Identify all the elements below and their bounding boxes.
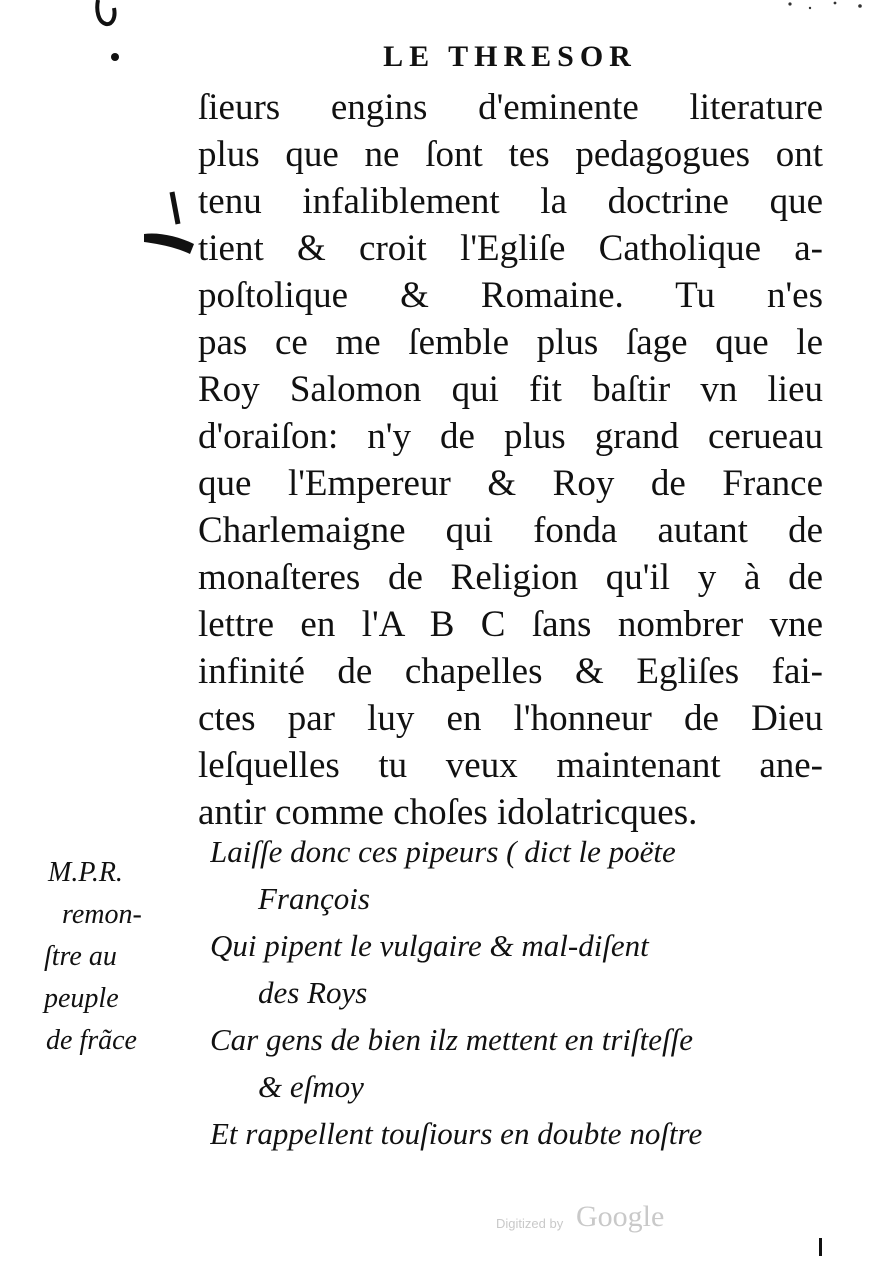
margin-note-line: M.P.R. bbox=[48, 857, 123, 888]
body-line: poſtolique & Romaine. Tu n'es bbox=[198, 275, 823, 316]
running-head: LE THRESOR bbox=[383, 40, 637, 73]
body-line: pas ce me ſemble plus ſage que le bbox=[198, 322, 823, 363]
body-line: Roy Salomon qui fit baſtir vn lieu bbox=[198, 369, 823, 410]
ink-stroke-margin bbox=[138, 188, 198, 268]
verse-line: Laiſſe donc ces pipeurs ( dict le poëte bbox=[210, 834, 676, 869]
body-line: tient & croit l'Egliſe Catholique a- bbox=[198, 228, 823, 269]
body-line: plus que ne ſont tes pedagogues ont bbox=[198, 134, 823, 175]
body-line: monaſteres de Religion qu'il y à de bbox=[198, 557, 823, 598]
ink-dot-top-left bbox=[108, 50, 122, 64]
body-line: antir comme choſes idolatricques. bbox=[198, 792, 698, 833]
body-line: leſquelles tu veux maintenant ane- bbox=[198, 745, 823, 786]
ink-mark-top-left bbox=[92, 0, 122, 30]
body-line: lettre en l'A B C ſans nombrer vne bbox=[198, 604, 823, 645]
watermark-brand: Google bbox=[576, 1200, 665, 1233]
body-text bbox=[198, 84, 823, 836]
watermark-prefix: Digitized by bbox=[496, 1216, 564, 1231]
body-line: Charlemaigne qui fonda autant de bbox=[198, 510, 823, 551]
margin-note-line: ſtre au bbox=[44, 941, 117, 972]
ink-speck-bottom-right bbox=[816, 1236, 826, 1260]
body-line: tenu infaliblement la doctrine que bbox=[198, 181, 823, 222]
body-line: ctes par luy en l'honneur de Dieu bbox=[198, 698, 823, 739]
verse-line: Car gens de bien ilz mettent en triſteſſe bbox=[210, 1022, 693, 1057]
margin-note-line: remon- bbox=[62, 899, 142, 930]
body-line: ſieurs engins d'eminente literature bbox=[198, 87, 823, 128]
verse-line: Qui pipent le vulgaire & mal-diſent bbox=[210, 928, 649, 963]
ink-specks-top-right bbox=[780, 0, 870, 20]
margin-note bbox=[42, 852, 182, 1062]
margin-note-line: de frãce bbox=[46, 1025, 137, 1056]
verse-line: des Roys bbox=[258, 975, 368, 1010]
verse-line: & eſmoy bbox=[258, 1069, 364, 1104]
verse-quotation bbox=[210, 828, 830, 1157]
digitized-watermark bbox=[496, 1200, 696, 1240]
margin-note-line: peuple bbox=[44, 983, 119, 1014]
body-line: d'oraiſon: n'y de plus grand cerueau bbox=[198, 416, 823, 457]
verse-line: Et rappellent touſiours en doubte noſtre bbox=[210, 1116, 703, 1151]
body-line: que l'Empereur & Roy de France bbox=[198, 463, 823, 504]
verse-line: François bbox=[258, 881, 370, 916]
body-line: infinité de chapelles & Egliſes fai- bbox=[198, 651, 823, 692]
